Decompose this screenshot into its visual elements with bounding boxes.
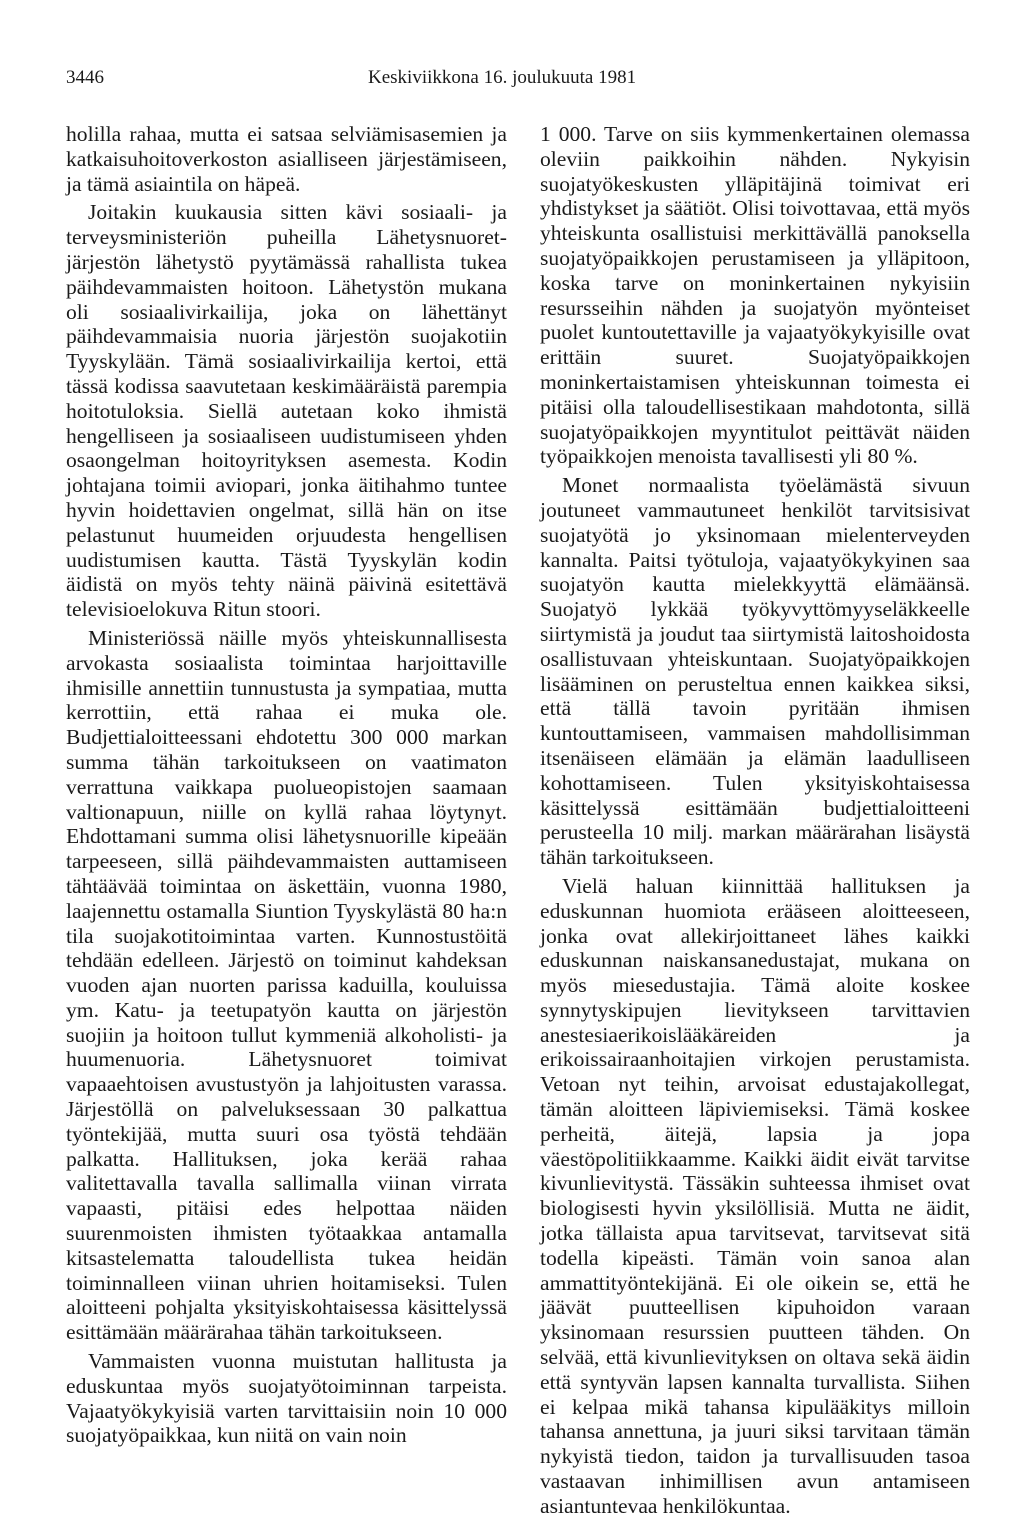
paragraph: 1 000. Tarve on siis kymmenkertainen olemassa oleviin paikkoihin nähden. Nykyisin suojatyökeskusten ylläpitäjinä toimivat eri yhdistykset ja säätiöt. Olisi toivottavaa, että myös yhteiskunta osallistuisi merkittävällä panoksella suojatyöpaikkojen perustamiseen ja ylläpitoon, koska tarve on moninkertainen nykyisiin resursseihin nähden ja suojatyön myönteiset puolet kuntoutettaville ja vajaatyökykyisille ovat erittäin suuret. Suojatyöpaikkojen moninkertaistamisen yhteiskunnan toimesta ei pitäisi olla taloudellisestikaan mahdotonta, sillä suojatyöpaikkojen myyntitulot peittävät näiden työpaikkojen menoista tavallisesti yli 80 %. bbox=[540, 122, 970, 469]
paragraph: holilla rahaa, mutta ei satsaa selviämisasemien ja katkaisuhoitoverkoston asialliseen järjestämiseen, ja tämä asiaintila on häpeä. bbox=[66, 122, 507, 196]
paragraph: Monet normaalista työelämästä sivuun joutuneet vammautuneet henkilöt tarvitsisivat suojatyötä jo yksinomaan mielenterveyden kannalta. Paitsi työtuloja, vajaatyökykyinen saa suojatyön kautta mielekkyyttä elämäänsä. Suojatyö lykkää työkyvyttömyyseläkkeelle siirtymistä ja joudut taa siirtymistä laitoshoidosta osallistuvaan yhteiskuntaan. Suojatyöpaikkojen lisääminen on perusteltua ennen kaikkea siksi, että tällä tavoin pyritään ihmisen kuntouttamiseen, vammaisen mahdollisimman itsenäiseen elämään ja elämän laadulliseen kohottamiseen. Tulen yksityiskohtaisessa käsittelyssä esittämään budjettialoitteeni perusteella 10 milj. markan määrärahan lisäystä tähän tarkoitukseen. bbox=[540, 473, 970, 870]
paragraph: Vammaisten vuonna muistutan hallitusta ja eduskuntaa myös suojatyötoiminnan tarpeista. Vajaatyökykyisiä varten tarvittaisiin noin 10 000 suojatyöpaikkaa, kun niitä on vain noin bbox=[66, 1349, 507, 1448]
paragraph: Ministeriössä näille myös yhteiskunnallisesta arvokasta sosiaalista toimintaa harjoittaville ihmisille annettiin tunnustusta ja sympatiaa, mutta kerrottiin, että rahaa ei muka ole. Budjettialoitteessani ehdotettu 300 000 markan summa tähän tarkoitukseen on vaatimaton verrattuna vaikkapa puolueopistojen saamaan valtionapuun, niille on kyllä rahaa löytynyt. Ehdottamani summa olisi lähetysnuorille kipeään tarpeeseen, sillä päihdevammaisten auttamiseen tähtäävää toimintaa on äskettäin, vuonna 1980, laajennettu ostamalla Siuntion Tyyskylästä 80 ha:n tila suojakotitoimintaa varten. Kunnostustöitä tehdään edelleen. Järjestö on toiminut kahdeksan vuoden ajan nuorten parissa kaduilla, kouluissa ym. Katu- ja teetupatyön kautta on järjestön suojiin ja hoitoon tullut kymmeniä alkoholisti- ja huumenuoria. Lähetysnuoret toimivat vapaaehtoisen avustustyön ja lahjoitusten varassa. Järjestöllä on palveluksessaan 30 palkattua työntekijää, mutta suuri osa työstä tehdään palkatta. Hallituksen, joka kerää rahaa valitettavalla tavalla sallimalla viinan virrata vapaasti, pitäisi edes helpottaa näiden suurenmoisten ihmisten työtaakkaa antamalla kitsastelematta taloudellista tukea heidän toiminnalleen viinan uhrien hoitamiseksi. Tulen aloitteeni pohjalta yksityiskohtaisessa käsittelyssä esittämään määrärahaa tähän tarkoitukseen. bbox=[66, 625, 507, 1345]
paragraph: Joitakin kuukausia sitten kävi sosiaali- ja terveysministeriön puheilla Lähetysnuoret-järjestön lähetystö pyytämässä rahallista tukea päihdevammaisten hoitoon. Lähetystön mukana oli sosiaalivirkailija, joka on lähettänyt päihdevammaisia nuoria järjestön suojakotiin Tyyskylään. Tämä sosiaalivirkailija kertoi, että tässä kodissa saavutetaan keskimääräistä parempia hoitotuloksia. Siellä autetaan koko ihmistä hengelliseen ja sosiaaliseen uudistumiseen yhden osaongelman hoitoyrityksen asemesta. Kodin johtajana toimii aviopari, jonka äitihahmo tuntee hyvin hoidettavien ongelmat, sillä hän on itse pelastunut huumeiden orjuudesta hengellisen uudistumisen kautta. Tästä Tyyskylän kodin äidistä on myös tehty näinä päivinä esitettävä televisioelokuva Ritun stoori. bbox=[66, 200, 507, 622]
right-column bbox=[540, 122, 970, 1519]
running-title: Keskiviikkona 16. joulukuuta 1981 bbox=[368, 67, 637, 88]
page-header bbox=[66, 66, 964, 90]
paragraph: Vielä haluan kiinnittää hallituksen ja eduskunnan huomiota erääseen aloitteeseen, jonka ovat allekirjoittaneet lähes kaikki eduskunnan naiskansanedustajat, mukana on myös miesedustajia. Tämä aloite koskee synnytyskipujen lievitykseen tarvittavien anestesiaerikoislääkäreiden ja erikoissairaanhoitajien virkojen perustamista. Vetoan nyt teihin, arvoisat edustajakollegat, tämän aloitteen läpiviemiseksi. Tämä koskee perheitä, äitejä, lapsia ja jopa väestöpolitiikkaamme. Kaikki äidit eivät tarvitse kivunlievitystä. Tässäkin suhteessa ihmiset ovat biologisesti hyvin yksilöllisiä. Mutta ne äidit, jotka tällaista apua tarvitsevat, tarvitsevat sitä todella kipeästi. Tämän voin sanoa alan ammattityöntekijänä. Ei ole oikein se, että he jäävät puutteellisen kipuhoidon varaan yksinomaan resurssien puutteen tähden. On selvää, että kivunlievityksen on oltava sekä äidin että syntyvän lapsen kannalta turvallista. Siihen ei kelpaa mikä tahansa kipulääkitys milloin tahansa annettuna, ja juuri siksi tarvitaan tämän nykyistä tiedon, taidon ja turvallisuuden tasoa vastaavan inhimillisen avun antamiseen asiantuntevaa henkilökuntaa. bbox=[540, 873, 970, 1518]
left-column bbox=[66, 122, 507, 1448]
page-number: 3446 bbox=[66, 67, 104, 88]
